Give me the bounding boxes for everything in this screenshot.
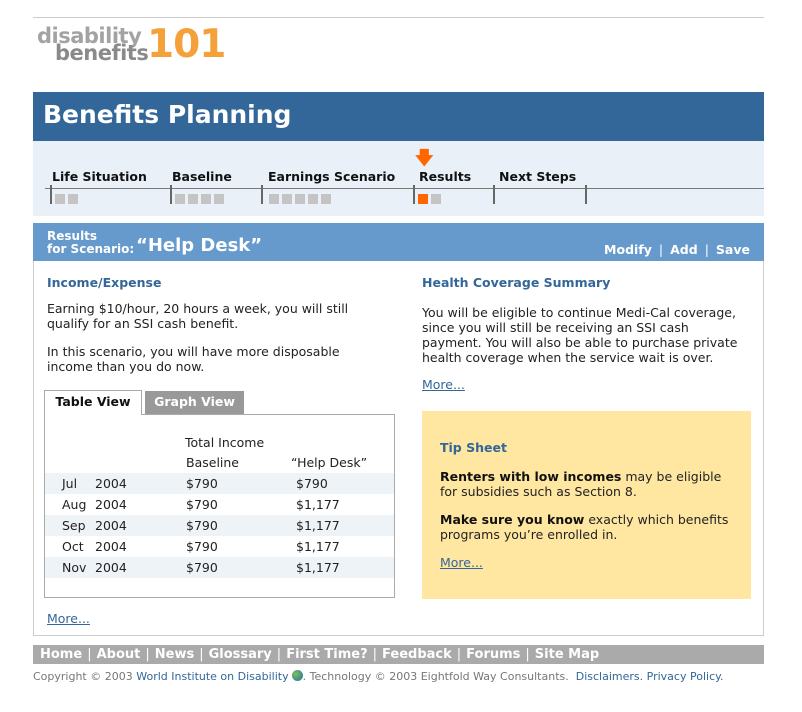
row-year: 2004 xyxy=(95,539,127,554)
row-scenario: $1,177 xyxy=(296,539,340,554)
row-baseline: $790 xyxy=(186,497,218,512)
modify-link[interactable]: Modify xyxy=(604,242,652,257)
scenario-actions xyxy=(604,242,750,257)
row-baseline: $790 xyxy=(186,476,218,491)
logo-word-disability: disability xyxy=(37,24,142,48)
row-scenario: $1,177 xyxy=(296,518,340,533)
separator: | xyxy=(87,647,92,662)
tip-1 xyxy=(440,469,740,499)
row-month: Aug xyxy=(62,497,87,512)
separator: | xyxy=(456,647,462,662)
tab-table-view[interactable]: Table View xyxy=(44,390,142,415)
separator: | xyxy=(525,647,530,662)
step-progress-box xyxy=(214,194,224,204)
footer-link-news[interactable]: News xyxy=(154,647,195,662)
page-title: Benefits Planning xyxy=(43,100,292,129)
step-progress-box xyxy=(201,194,211,204)
logo-number: 101 xyxy=(147,22,226,67)
step-boxes-baseline xyxy=(175,194,224,204)
row-baseline: $790 xyxy=(186,539,218,554)
row-year: 2004 xyxy=(95,560,127,575)
total-income-header: Total Income xyxy=(185,435,265,450)
step-boxes-life-situation xyxy=(55,194,78,204)
step-progress-box xyxy=(175,194,185,204)
tab-graph-view[interactable]: Graph View xyxy=(145,391,244,415)
step-progress-box xyxy=(68,194,78,204)
step-tick xyxy=(493,185,495,204)
add-link[interactable]: Add xyxy=(670,242,698,257)
tip-2-bold: Make sure you know xyxy=(440,512,585,527)
row-scenario: $1,177 xyxy=(296,497,340,512)
income-more-link[interactable]: More... xyxy=(47,611,90,626)
step-progress-box xyxy=(308,194,318,204)
tip-2 xyxy=(440,512,740,542)
privacy-policy-link[interactable]: Privacy Policy. xyxy=(646,670,724,683)
separator: | xyxy=(372,647,378,662)
step-label-baseline[interactable]: Baseline xyxy=(172,169,232,184)
separator: | xyxy=(704,242,709,257)
scenario-name: “Help Desk” xyxy=(136,235,263,256)
for-scenario-label: for Scenario: xyxy=(47,242,135,256)
income-paragraph-1: Earning $10/hour, 20 hours a week, you will still qualify for an SSI cash benefit. xyxy=(47,301,349,331)
step-label-results[interactable]: Results xyxy=(419,169,472,184)
step-progress-box xyxy=(269,194,279,204)
step-label-next-steps[interactable]: Next Steps xyxy=(499,169,577,184)
org-link[interactable]: World Institute on Disability xyxy=(136,670,289,683)
tip-1-text: may be eligible for subsidies such as Section 8. xyxy=(440,469,722,499)
table-row xyxy=(45,494,394,515)
step-tick xyxy=(170,185,172,204)
copyright xyxy=(33,670,764,683)
tip-sheet-heading: Tip Sheet xyxy=(440,440,507,455)
step-progress-box xyxy=(295,194,305,204)
row-baseline: $790 xyxy=(186,560,218,575)
separator: | xyxy=(145,647,150,662)
step-boxes-earnings-scenario xyxy=(269,194,331,204)
footer-link-site-map[interactable]: Site Map xyxy=(534,647,600,662)
top-divider xyxy=(33,17,764,18)
steps-rule xyxy=(45,188,764,189)
footer-link-first-time[interactable]: First Time? xyxy=(286,647,368,662)
step-progress-box xyxy=(321,194,331,204)
row-month: Oct xyxy=(62,539,84,554)
health-coverage-heading: Health Coverage Summary xyxy=(422,275,611,290)
row-year: 2004 xyxy=(95,497,127,512)
tip-sheet xyxy=(422,411,751,599)
row-scenario: $790 xyxy=(296,476,328,491)
footer-link-about[interactable]: About xyxy=(96,647,141,662)
tip-1-bold: Renters with low incomes xyxy=(440,469,622,484)
step-progress-box xyxy=(431,194,441,204)
step-tick xyxy=(413,185,415,204)
health-more-link[interactable]: More... xyxy=(422,377,465,392)
step-tick xyxy=(50,185,52,204)
separator: | xyxy=(199,647,204,662)
table-row xyxy=(45,536,394,557)
row-month: Jul xyxy=(62,476,78,491)
step-progress-box xyxy=(282,194,292,204)
step-label-life-situation[interactable]: Life Situation xyxy=(52,169,147,184)
health-paragraph: You will be eligible to continue Medi-Cal coverage, since you will still be receiving an SSI cash payment. You will also be able to purchase private health coverage when the service wait is over. xyxy=(422,305,738,365)
step-boxes-results xyxy=(418,194,441,204)
copyright-text-1: Copyright © 2003 xyxy=(33,670,137,683)
footer-nav xyxy=(33,645,764,664)
results-label: Results xyxy=(47,229,98,243)
site-logo[interactable] xyxy=(37,22,226,67)
step-progress-box xyxy=(418,194,428,204)
income-expense-heading: Income/Expense xyxy=(47,275,162,290)
separator: | xyxy=(276,647,282,662)
income-table xyxy=(44,414,395,598)
save-link[interactable]: Save xyxy=(715,242,750,257)
globe-icon xyxy=(292,670,303,681)
separator: | xyxy=(658,242,664,257)
table-row xyxy=(45,473,394,494)
logo-word-benefits: benefits xyxy=(55,41,149,65)
step-tick xyxy=(261,185,263,204)
step-progress-box xyxy=(55,194,65,204)
table-row xyxy=(45,557,394,578)
baseline-column-header: Baseline xyxy=(186,455,239,470)
row-month: Nov xyxy=(62,560,87,575)
footer-link-feedback[interactable]: Feedback xyxy=(382,647,452,662)
disclaimers-link[interactable]: Disclaimers. xyxy=(575,670,644,683)
step-label-earnings-scenario[interactable]: Earnings Scenario xyxy=(268,169,396,184)
row-baseline: $790 xyxy=(186,518,218,533)
row-year: 2004 xyxy=(95,518,127,533)
income-paragraph-2: In this scenario, you will have more disposable income than you do now. xyxy=(47,344,340,374)
scenario-column-header: “Help Desk” xyxy=(291,455,368,470)
row-month: Sep xyxy=(62,518,86,533)
row-scenario: $1,177 xyxy=(296,560,340,575)
step-progress-box xyxy=(188,194,198,204)
step-tick xyxy=(585,185,587,204)
tip-2-text: exactly which benefits programs you’re enrolled in. xyxy=(440,512,729,542)
footer-link-home[interactable]: Home xyxy=(40,647,83,662)
page-banner xyxy=(33,92,764,141)
down-arrow-icon: 🡇 xyxy=(415,148,434,169)
footer-link-glossary[interactable]: Glossary xyxy=(208,647,272,662)
copyright-text-2: . Technology © 2003 Eightfold Way Consultants. xyxy=(302,670,569,683)
tip-more-link[interactable]: More... xyxy=(440,555,483,570)
progress-steps xyxy=(33,141,764,216)
footer-link-forums[interactable]: Forums xyxy=(466,647,521,662)
table-row xyxy=(45,515,394,536)
row-year: 2004 xyxy=(95,476,127,491)
scenario-header xyxy=(33,223,764,261)
